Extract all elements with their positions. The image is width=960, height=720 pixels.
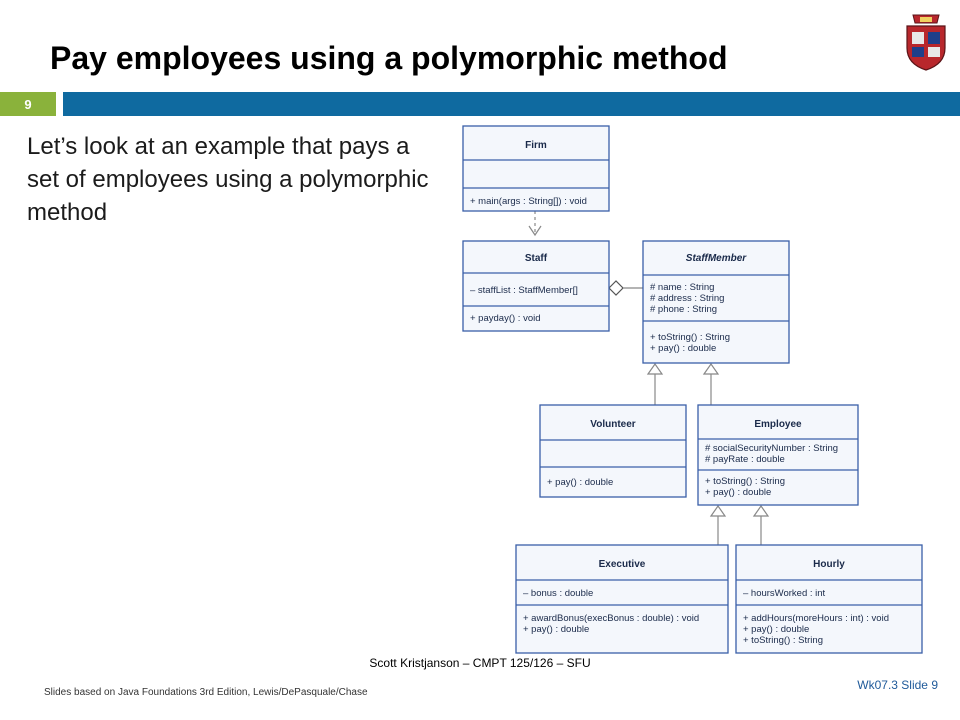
method-hourly-tostring: + toString() : String xyxy=(743,635,823,646)
attribute-staff-stafflist: – staffList : StaffMember[] xyxy=(470,285,578,296)
class-name-volunteer: Volunteer xyxy=(590,419,636,430)
attribute-employee-ssn: # socialSecurityNumber : String xyxy=(705,443,839,454)
class-name-staff: Staff xyxy=(524,253,548,264)
attribute-employee-payrate: # payRate : double xyxy=(705,454,785,465)
class-name-hourly: Hourly xyxy=(813,559,845,570)
university-crest-icon xyxy=(903,12,949,72)
attribute-hourly-hoursworked: – hoursWorked : int xyxy=(743,588,826,599)
method-executive-pay: + pay() : double xyxy=(523,624,590,635)
method-staffmember-pay: + pay() : double xyxy=(650,343,717,354)
slide-title: Pay employees using a polymorphic method xyxy=(50,40,728,76)
footer-slide-number: Wk07.3 Slide 9 xyxy=(857,678,938,692)
class-name-employee: Employee xyxy=(754,419,802,430)
class-name-staffmember: StaffMember xyxy=(685,253,747,264)
intro-text: Let’s look at an example that pays a set of employees using a polymorphic method xyxy=(27,133,429,226)
attribute-staffmember-phone: # phone : String xyxy=(650,304,718,315)
footer-center-text: Scott Kristjanson – CMPT 125/126 – SFU xyxy=(369,656,591,670)
uml-class-diagram xyxy=(455,118,955,658)
attribute-staffmember-name: # name : String xyxy=(650,282,715,293)
method-employee-pay: + pay() : double xyxy=(705,487,772,498)
method-staffmember-tostring: + toString() : String xyxy=(650,332,730,343)
method-staff-payday: + payday() : void xyxy=(470,313,541,324)
attribute-staffmember-address: # address : String xyxy=(650,293,725,304)
title-accent-bar xyxy=(63,92,960,116)
slide-number-badge: 9 xyxy=(0,92,56,116)
footer-left-text: Slides based on Java Foundations 3rd Edition, Lewis/DePasquale/Chase xyxy=(44,687,368,698)
method-volunteer-pay: + pay() : double xyxy=(547,477,614,488)
class-name-firm: Firm xyxy=(525,140,547,151)
method-executive-awardbonus: + awardBonus(execBonus : double) : void xyxy=(523,613,700,624)
method-hourly-pay: + pay() : double xyxy=(743,624,810,635)
method-employee-tostring: + toString() : String xyxy=(705,476,785,487)
method-firm-main: + main(args : String[]) : void xyxy=(470,196,587,207)
class-name-executive: Executive xyxy=(598,559,646,570)
method-hourly-addhours: + addHours(moreHours : int) : void xyxy=(743,613,889,624)
attribute-executive-bonus: – bonus : double xyxy=(523,588,594,599)
